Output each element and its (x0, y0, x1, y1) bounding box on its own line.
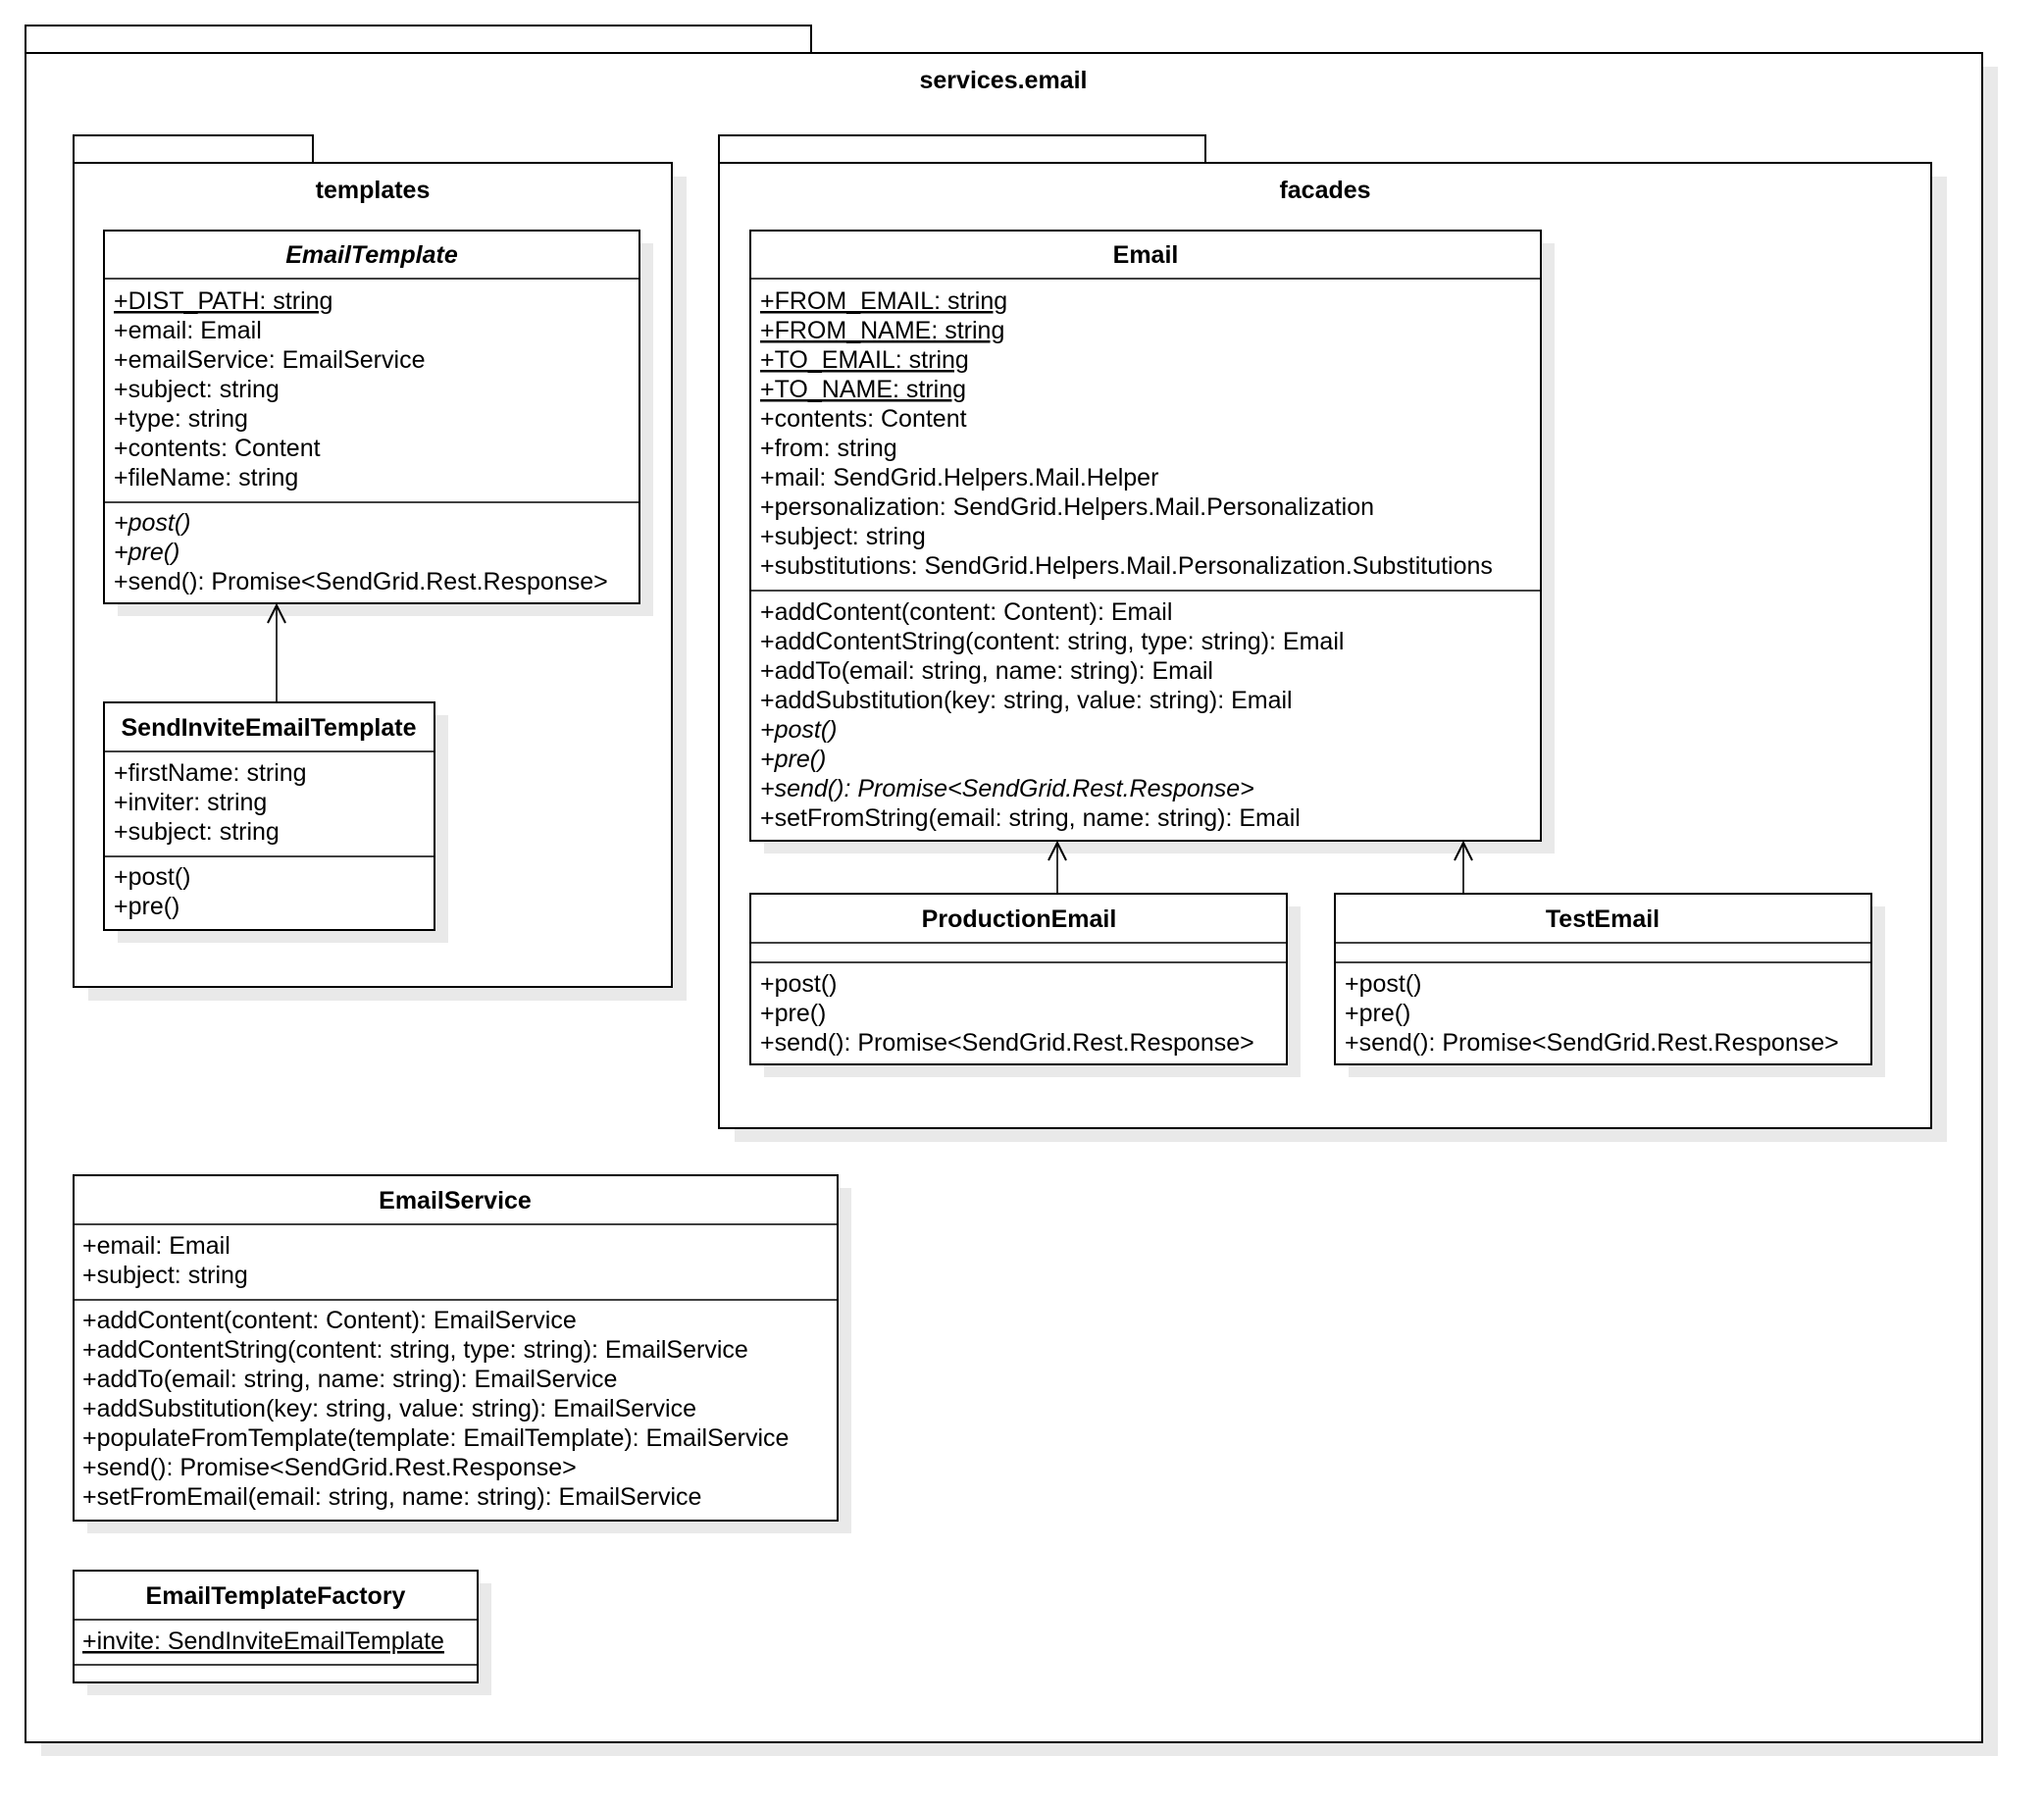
class-name: ProductionEmail (921, 905, 1117, 933)
operation-send: +send(): Promise<SendGrid.Rest.Response> (760, 1029, 1254, 1057)
operation-add-content: +addContent(content: Content): Email (760, 598, 1173, 626)
operation-pre: +pre() (1345, 1000, 1411, 1027)
package-title: templates (315, 177, 431, 204)
attribute-dist-path: +DIST_PATH: string (114, 287, 333, 315)
attribute-subject: +subject: string (114, 376, 280, 403)
operation-post: +post() (760, 716, 838, 744)
class-send-invite-email-template (104, 702, 448, 943)
operation-send: +send(): Promise<SendGrid.Rest.Response> (760, 775, 1254, 802)
package-title: services.email (919, 67, 1088, 94)
operation-post: +post() (1345, 970, 1422, 998)
class-email-template (104, 231, 653, 616)
package-tab (719, 135, 1205, 163)
attribute-from: +from: string (760, 435, 897, 462)
operation-send: +send(): Promise<SendGrid.Rest.Response> (1345, 1029, 1839, 1057)
operation-post: +post() (114, 509, 191, 537)
operation-pre: +pre() (760, 746, 827, 773)
operation-add-content-string: +addContentString(content: string, type: string): Email (760, 628, 1345, 655)
attribute-personalization: +personalization: SendGrid.Helpers.Mail.Personalization (760, 493, 1375, 521)
package-tab (74, 135, 313, 163)
class-name: EmailTemplateFactory (145, 1582, 406, 1610)
attribute-subject: +subject: string (82, 1262, 248, 1289)
operation-add-to: +addTo(email: string, name: string): Email (760, 657, 1213, 685)
class-email (750, 231, 1555, 853)
operation-add-substitution: +addSubstitution(key: string, value: string): EmailService (82, 1395, 696, 1422)
attribute-email: +email: Email (114, 317, 262, 344)
attribute-mail: +mail: SendGrid.Helpers.Mail.Helper (760, 464, 1159, 491)
package-tab (26, 26, 811, 53)
attribute-from-name: +FROM_NAME: string (760, 317, 1005, 344)
attribute-inviter: +inviter: string (114, 789, 268, 816)
attribute-contents: +contents: Content (114, 435, 321, 462)
class-name: EmailService (379, 1187, 532, 1215)
class-test-email (1335, 894, 1885, 1077)
attribute-invite: +invite: SendInviteEmailTemplate (82, 1628, 444, 1655)
class-name: TestEmail (1545, 905, 1661, 933)
operation-pre: +pre() (760, 1000, 827, 1027)
operation-set-from-string: +setFromString(email: string, name: string): Email (760, 804, 1301, 832)
operation-send: +send(): Promise<SendGrid.Rest.Response> (114, 568, 608, 595)
attribute-subject: +subject: string (114, 818, 280, 846)
attribute-email-service: +emailService: EmailService (114, 346, 426, 374)
class-email-service (74, 1175, 851, 1533)
class-email-template-factory (74, 1571, 491, 1695)
class-production-email (750, 894, 1301, 1077)
operation-add-to: +addTo(email: string, name: string): EmailService (82, 1366, 618, 1393)
class-name: Email (1112, 241, 1179, 269)
attribute-subject: +subject: string (760, 523, 926, 550)
package-title: facades (1279, 177, 1371, 204)
attribute-to-email: +TO_EMAIL: string (760, 346, 969, 374)
operation-post: +post() (760, 970, 838, 998)
attribute-to-name: +TO_NAME: string (760, 376, 967, 403)
attribute-contents: +contents: Content (760, 405, 967, 433)
operation-send: +send(): Promise<SendGrid.Rest.Response> (82, 1454, 577, 1481)
operation-populate-from-template: +populateFromTemplate(template: EmailTemplate): EmailService (82, 1424, 790, 1452)
operation-add-substitution: +addSubstitution(key: string, value: string): Email (760, 687, 1293, 714)
attribute-substitutions: +substitutions: SendGrid.Helpers.Mail.Personalization.Substitutions (760, 552, 1493, 580)
operation-set-from-email: +setFromEmail(email: string, name: string): EmailService (82, 1483, 702, 1511)
attribute-type: +type: string (114, 405, 248, 433)
class-name: EmailTemplate (285, 241, 458, 269)
operation-pre: +pre() (114, 893, 180, 920)
attribute-file-name: +fileName: string (114, 464, 299, 491)
operation-pre: +pre() (114, 539, 180, 566)
operation-add-content: +addContent(content: Content): EmailService (82, 1307, 577, 1334)
attribute-email: +email: Email (82, 1232, 230, 1260)
attribute-first-name: +firstName: string (114, 759, 307, 787)
operation-add-content-string: +addContentString(content: string, type: string): EmailService (82, 1336, 748, 1364)
class-name: SendInviteEmailTemplate (121, 714, 417, 742)
operation-post: +post() (114, 863, 191, 891)
attribute-from-email: +FROM_EMAIL: string (760, 287, 1008, 315)
